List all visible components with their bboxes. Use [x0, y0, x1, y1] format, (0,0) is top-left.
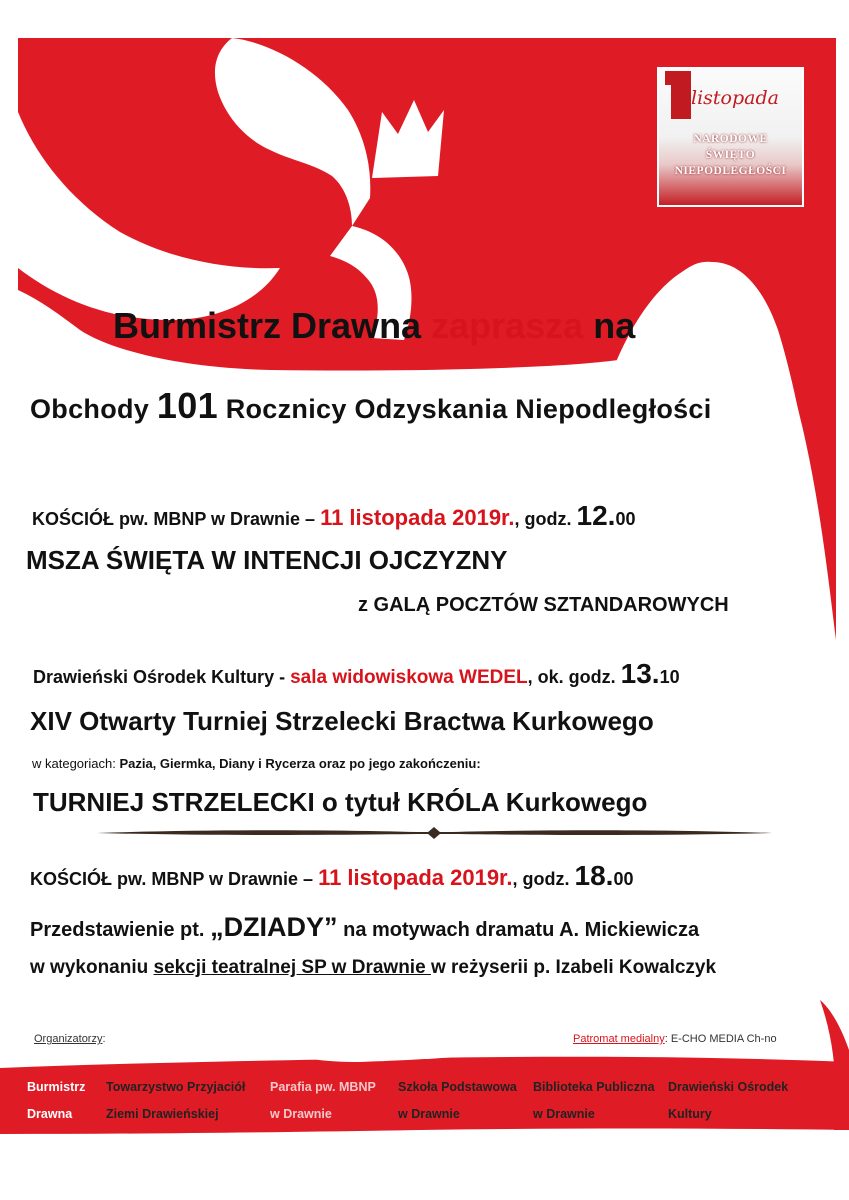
event3-date: 11 listopada 2019r.: [318, 865, 513, 890]
headline-invites: zaprasza: [431, 305, 584, 346]
headline: [113, 305, 635, 347]
org-1-line1: Burmistrz: [27, 1080, 86, 1094]
event2-categories-prefix: w kategoriach:: [32, 756, 120, 771]
subtitle-obchody: Obchody: [30, 394, 150, 424]
event3-place-parish: pw. MBNP w Drawnie –: [112, 869, 319, 889]
event2-categories: [32, 756, 481, 771]
org-6-line2: Kultury: [668, 1107, 712, 1121]
event3-place-church: KOŚCIÓŁ: [30, 869, 113, 889]
event1-info: [32, 500, 636, 532]
headline-host: Burmistrz Drawna: [113, 305, 422, 346]
org-5-line1: Biblioteka Publiczna: [533, 1080, 655, 1094]
organizers-label-text: Organizatorzy: [34, 1033, 103, 1045]
event2-hall: sala widowiskowa WEDEL: [290, 667, 528, 688]
event1-hour: 12.: [576, 500, 616, 531]
event1-minutes: 00: [615, 509, 636, 529]
event3-play-label: Przedstawienie pt.: [30, 919, 211, 941]
event3-time-prefix: , godz.: [512, 869, 575, 889]
logo-line2: ŚWIĘTO: [705, 149, 756, 161]
media-patronage: [573, 1033, 777, 1045]
org-3-line2: w Drawnie: [270, 1107, 332, 1121]
event2-title: XIV Otwarty Turniej Strzelecki Bractwa Kurkowego: [30, 706, 654, 736]
event2-title2: TURNIEJ STRZELECKI o tytuł KRÓLA Kurkowego: [33, 787, 648, 817]
number-one-glyph: [671, 71, 691, 119]
event1-time-prefix: , godz.: [514, 509, 577, 529]
logo-listopada: listopada: [691, 87, 779, 109]
org-6-line1: Drawieński Ośrodek: [668, 1080, 789, 1094]
headline-on: na: [593, 305, 636, 346]
org-3-line1: Parafia pw. MBNP: [270, 1080, 376, 1094]
org-2-line2: Ziemi Drawieńskiej: [106, 1107, 219, 1121]
org-5-line2: w Drawnie: [533, 1107, 595, 1121]
subtitle-rest: Rocznicy Odzyskania Niepodległości: [225, 394, 712, 424]
ornamental-divider: [97, 826, 772, 840]
event3-hour: 18.: [574, 860, 614, 891]
org-2-line1: Towarzystwo Przyjaciół: [106, 1080, 246, 1094]
event3-minutes: 00: [613, 869, 634, 889]
event2-time-prefix: , ok. godz.: [527, 667, 621, 687]
event3-director: w reżyserii p. Izabeli Kowalczyk: [430, 957, 717, 978]
independence-day-logo: [657, 67, 804, 207]
subtitle: [30, 385, 712, 427]
event3-info: [30, 860, 634, 892]
event1-date: 11 listopada 2019r.: [320, 505, 515, 530]
event2-place: Drawieński Ośrodek Kultury -: [33, 667, 291, 687]
event2-info: [33, 658, 680, 690]
media-patronage-value: : E-CHO MEDIA Ch-no: [664, 1033, 777, 1045]
event1-title: MSZA ŚWIĘTA W INTENCJI OJCZYZNY: [26, 545, 508, 575]
event3-line1: [30, 912, 699, 943]
event2-minutes: 10: [659, 667, 680, 687]
event3-performed-by: w wykonaniu: [30, 957, 154, 978]
event1-place-church: KOŚCIÓŁ: [32, 509, 115, 529]
logo-line3: NIEPODLEGŁOŚCI: [674, 165, 787, 177]
logo-line1: NARODOWE: [693, 133, 768, 145]
event2-categories-list: Pazia, Giermka, Diany i Rycerza oraz po jego zakończeniu:: [119, 756, 481, 771]
org-4-line2: w Drawnie: [398, 1107, 460, 1121]
org-1-line2: Drawna: [27, 1107, 73, 1121]
media-patronage-label: Patromat medialny: [573, 1033, 665, 1045]
event1-subtitle: z GALĄ POCZTÓW SZTANDAROWYCH: [358, 594, 729, 616]
subtitle-anniversary-number: 101: [156, 385, 218, 426]
event1-place-parish: pw. MBNP w Drawnie –: [114, 509, 321, 529]
organizers-label-colon: :: [102, 1033, 106, 1045]
organizers-list: [0, 1069, 849, 1129]
event3-line2: [30, 957, 716, 979]
event3-school-section: sekcji teatralnej SP w Drawnie: [153, 957, 431, 978]
event2-hour: 13.: [620, 658, 660, 689]
organizers-label: [34, 1033, 106, 1045]
event3-play-title: „DZIADY”: [210, 912, 338, 942]
org-4-line1: Szkoła Podstawowa: [398, 1080, 517, 1094]
event3-play-source: na motywach dramatu A. Mickiewicza: [337, 919, 700, 941]
